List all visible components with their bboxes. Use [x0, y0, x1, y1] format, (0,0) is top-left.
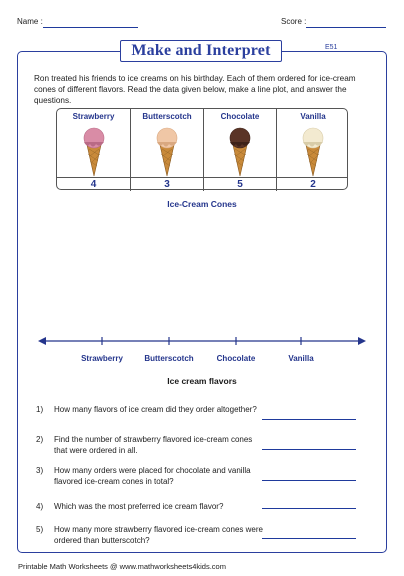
footer-text: Printable Math Worksheets @ www.mathworksheets4kids.com: [18, 562, 226, 571]
question-number: 2): [36, 435, 44, 444]
flavor-count: 5: [237, 179, 243, 190]
question-number: 1): [36, 405, 44, 414]
count-row-divider: [57, 177, 347, 191]
axis-label-strawberry: Strawberry: [81, 354, 123, 363]
worksheet-code: E51: [325, 44, 338, 51]
flavor-name: Chocolate: [220, 112, 260, 121]
axis-label-vanilla: Vanilla: [288, 354, 314, 363]
strawberry-cone-icon: [79, 123, 109, 177]
flavor-count: 4: [90, 179, 97, 190]
butterscotch-cone-icon: [152, 123, 182, 177]
question-number: 4): [36, 502, 44, 511]
answer-field[interactable]: [262, 508, 356, 509]
flavor-count: 2: [310, 179, 316, 190]
axis-label-butterscotch: Butterscotch: [144, 354, 194, 363]
name-field[interactable]: [43, 27, 138, 28]
question-text: How many orders were placed for chocolate and vanilla flavored ice-cream cones in total?: [54, 466, 251, 486]
question-number: 3): [36, 466, 44, 475]
question-text: Find the number of strawberry flavored ice-cream cones that were ordered in all.: [54, 435, 253, 455]
flavor-name: Butterscotch: [142, 112, 192, 121]
answer-field[interactable]: [262, 538, 356, 539]
question-text: How many more strawberry flavored ice-cream cones were ordered than butterscotch?: [54, 525, 263, 545]
flavor-name: Strawberry: [72, 112, 115, 121]
axis-title: Ice cream flavors: [167, 376, 237, 386]
chocolate-cone-icon: [225, 123, 255, 177]
question-text: How many flavors of ice cream did they order altogether?: [54, 405, 257, 414]
vanilla-cone-icon: [298, 123, 328, 177]
table-caption: Ice-Cream Cones: [167, 199, 237, 209]
intro-paragraph: Ron treated his friends to ice creams on his birthday. Each of them ordered for ice-cream cones of different flavors. Read the data given below, make a line plot, and answer the questions.: [34, 74, 356, 105]
score-field[interactable]: [306, 27, 386, 28]
name-label: Name :: [17, 17, 43, 26]
axis-label-chocolate: Chocolate: [216, 354, 256, 363]
line-plot-axis: [38, 333, 366, 349]
worksheet-title: Make and Interpret: [120, 40, 282, 62]
flavor-table: [56, 108, 348, 190]
right-arrow-icon: [358, 337, 366, 345]
answer-field[interactable]: [262, 419, 356, 420]
left-arrow-icon: [38, 337, 46, 345]
question-number: 5): [36, 525, 44, 534]
flavor-name: Vanilla: [300, 112, 326, 121]
answer-field[interactable]: [262, 449, 356, 450]
score-label: Score :: [281, 17, 307, 26]
flavor-count: 3: [164, 179, 170, 190]
answer-field[interactable]: [262, 480, 356, 481]
question-text: Which was the most preferred ice cream flavor?: [54, 502, 224, 511]
